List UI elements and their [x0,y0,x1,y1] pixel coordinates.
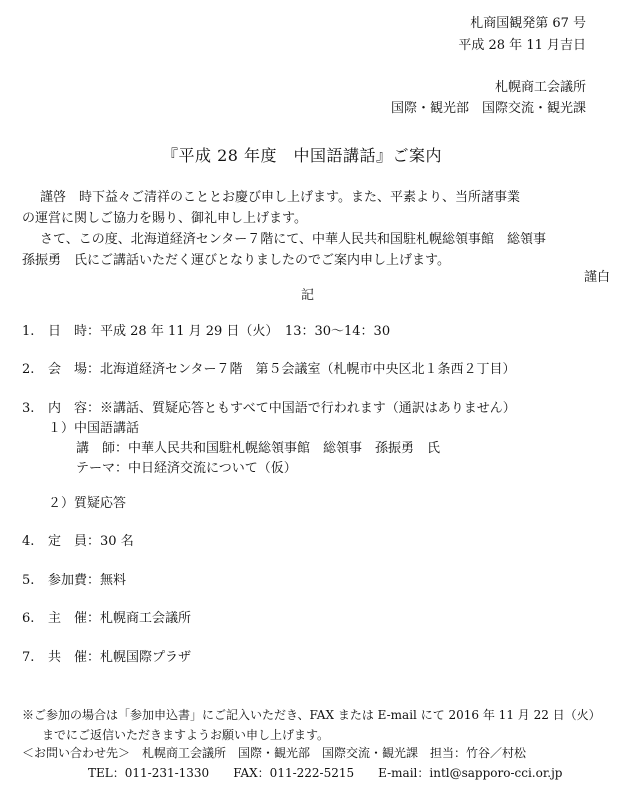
item-number: 6. [22,611,35,626]
item-venue [22,358,516,377]
body-line-4: 孫振勇 氏にご講話いただく運びとなりましたのでご案内申し上げます。 [22,253,450,268]
item-label: 定 員： [48,534,101,549]
item-label: 会 場： [48,362,101,377]
item-cosponsor [22,646,191,665]
item-fee [22,569,126,588]
body-line-2: の運営に関しご協力を賜り、御礼申し上げます。 [22,211,307,226]
document-title: 『平成 28 年度 中国語講話』ご案内 [162,146,443,165]
item-label: 内 容： [48,401,101,416]
item-datetime [22,320,390,339]
sender-organization: 札幌商工会議所 [494,80,586,95]
item-number: 4. [22,534,35,549]
item-number: 3. [22,401,35,416]
item-value: 札幌商工会議所 [100,611,192,626]
item-value: 30 名 [100,534,134,549]
footer-note-2: までにご返信いただきますようお願い申し上げます。 [42,728,330,742]
item-value: ※講話、質疑応答ともすべて中国語で行われます（通訳はありません） [100,401,516,416]
footer-note-1: ※ご参加の場合は「参加申込書」にご記入いただき、FAX または E-mail にて 2016 年 11 月 22 日（火） [22,708,601,722]
item-label: 共 催： [48,650,101,665]
footer-contact: ＜お問い合わせ先＞ 札幌商工会議所 国際・観光部 国際交流・観光課 担当：竹谷／村松 [22,746,527,760]
footer-tel-fax-email: TEL：011-231-1330 FAX：011-222-5215 E-mail：intl@sapporo-cci.or.jp [88,766,563,780]
content-theme: テーマ：中日経済交流について（仮） [76,461,297,476]
document-number: 札商国観発第 67 号 [470,16,586,31]
item-number: 1. [22,324,35,339]
item-label: 主 催： [48,611,101,626]
item-label: 日 時： [48,324,101,339]
item-value: 札幌国際プラザ [100,650,192,665]
closing-word: 謹白 [583,270,610,285]
content-sub-2: ２）質疑応答 [48,496,127,511]
item-number: 5. [22,573,35,588]
item-content [22,397,516,416]
item-number: 2. [22,362,35,377]
item-label: 参加費： [48,573,101,588]
item-number: 7. [22,650,35,665]
item-capacity [22,530,134,549]
content-speaker: 講 師：中華人民共和国駐札幌総領事館 総領事 孫振勇 氏 [76,441,441,456]
item-value: 無料 [100,573,127,588]
content-sub-1: １）中国語講話 [48,421,140,436]
body-line-1: 謹啓 時下益々ご清祥のこととお慶び申し上げます。また、平素より、当所諸事業 [40,190,520,205]
ki-heading: 記 [301,288,315,303]
body-line-3: さて、この度、北海道経済センター７階にて、中華人民共和国駐札幌総領事館 総領事 [40,232,546,247]
sender-department: 国際・観光部 国際交流・観光課 [390,101,586,116]
item-value: 北海道経済センター７階 第５会議室（札幌市中央区北１条西２丁目） [100,362,516,377]
item-organizer [22,607,191,626]
item-value: 平成 28 年 11 月 29 日（火） 13：30～14：30 [100,324,391,339]
document-date: 平成 28 年 11 月吉日 [458,38,586,53]
